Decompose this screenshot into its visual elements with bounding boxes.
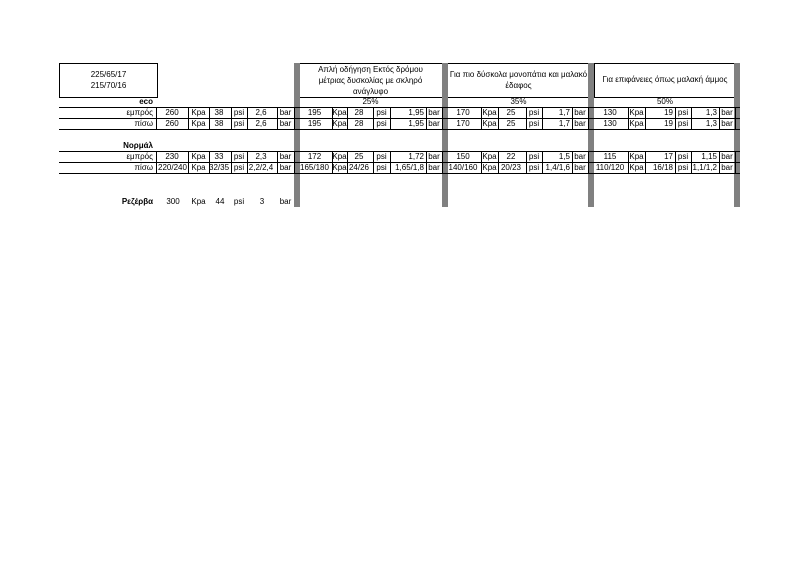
- unit-cell: Kpa: [629, 163, 644, 172]
- unit-cell: psi: [233, 119, 245, 128]
- unit-cell: bar: [428, 163, 440, 172]
- value-cell: 1,95: [408, 108, 424, 117]
- group4-percent: 50%: [656, 97, 673, 106]
- value-cell: 172: [307, 152, 322, 161]
- unit-cell: Kpa: [332, 152, 347, 161]
- unit-cell: bar: [279, 119, 292, 128]
- value-cell: 19: [664, 119, 673, 128]
- separator-bar: [734, 63, 740, 207]
- separator-bar: [442, 63, 448, 207]
- grid-line: [59, 129, 740, 130]
- unit-cell: psi: [677, 163, 689, 172]
- row-label: εμπρός: [126, 152, 153, 161]
- unit-cell: Kpa: [629, 108, 644, 117]
- unit-cell: Kpa: [191, 163, 206, 172]
- separator-bar: [294, 63, 300, 207]
- value-cell: 260: [165, 119, 179, 128]
- value-cell: 1,3: [705, 119, 717, 128]
- group4-title: Για επιφάνειες όπως μαλακή άμμος: [602, 75, 728, 84]
- unit-cell: Kpa: [482, 119, 497, 128]
- grid-line: [442, 107, 443, 118]
- value-cell: 20/23: [500, 163, 522, 172]
- value-cell: 110/120: [595, 163, 625, 172]
- value-cell: 28: [354, 108, 364, 117]
- value-cell: 24/26: [348, 163, 370, 172]
- value-cell: 165/180: [300, 163, 329, 172]
- unit-cell: psi: [376, 108, 387, 117]
- unit-cell: Kpa: [191, 152, 206, 161]
- unit-cell: bar: [428, 119, 440, 128]
- normal-section-title: Νορμάλ: [123, 141, 153, 150]
- grid-line: [294, 151, 295, 162]
- grid-line: [442, 151, 443, 162]
- value-cell: 19: [664, 108, 673, 117]
- grid-line: [588, 107, 589, 118]
- unit-cell: Kpa: [482, 163, 497, 172]
- value-cell: 2,3: [255, 152, 267, 161]
- row-label: εμπρός: [126, 108, 153, 117]
- unit-cell: bar: [721, 108, 733, 117]
- value-cell: 1,5: [558, 152, 570, 161]
- unit-cell: Kpa: [332, 108, 347, 117]
- reserve-kpa: 300: [166, 197, 180, 206]
- unit-cell: psi: [677, 119, 689, 128]
- value-cell: 230: [165, 152, 179, 161]
- value-cell: 1,7: [558, 108, 570, 117]
- grid-line: [588, 151, 589, 162]
- reserve-label: Ρεζέρβα: [121, 197, 153, 206]
- unit-cell: psi: [677, 152, 689, 161]
- value-cell: 130: [603, 119, 617, 128]
- unit-cell: Kpa: [482, 108, 497, 117]
- value-cell: 38: [214, 119, 224, 128]
- tire-size-2: 215/70/16: [90, 81, 127, 90]
- unit-cell: Kpa: [332, 163, 347, 172]
- grid-line: [588, 162, 589, 173]
- grid-line: [735, 151, 736, 162]
- unit-cell: bar: [279, 108, 292, 117]
- grid-line: [442, 118, 443, 129]
- unit-cell: bar: [574, 119, 586, 128]
- reserve-kpa-unit: Kpa: [191, 197, 206, 206]
- grid-line: [59, 173, 740, 174]
- reserve-psi-unit: psi: [233, 197, 245, 206]
- unit-cell: bar: [428, 152, 440, 161]
- value-cell: 1,1/1,2: [692, 163, 717, 172]
- reserve-psi: 44: [215, 197, 225, 206]
- grid-line: [735, 107, 736, 118]
- value-cell: 32/35: [209, 163, 230, 172]
- separator-bar: [588, 63, 594, 207]
- value-cell: 1,95: [408, 119, 424, 128]
- group2-percent: 25%: [362, 97, 379, 106]
- value-cell: 195: [307, 108, 322, 117]
- unit-cell: Kpa: [629, 152, 644, 161]
- unit-cell: psi: [528, 152, 540, 161]
- value-cell: 1,65/1,8: [395, 163, 424, 172]
- value-cell: 1,15: [701, 152, 717, 161]
- tire-size-1: 225/65/17: [90, 70, 127, 79]
- value-cell: 17: [664, 152, 673, 161]
- unit-cell: psi: [528, 163, 540, 172]
- unit-cell: psi: [528, 119, 540, 128]
- value-cell: 260: [165, 108, 179, 117]
- unit-cell: bar: [574, 152, 586, 161]
- group2-title: Απλή οδήγηση Εκτός δρόμου μέτριας δυσκολίας με σκληρό ανάγλυφο: [318, 65, 423, 96]
- value-cell: 1,4/1,6: [545, 163, 570, 172]
- unit-cell: bar: [574, 108, 586, 117]
- row-label: πίσω: [134, 119, 153, 128]
- grid-line: [588, 118, 589, 129]
- value-cell: 220/240: [158, 163, 187, 172]
- value-cell: 25: [506, 108, 516, 117]
- value-cell: 33: [214, 152, 224, 161]
- grid-line: [294, 118, 295, 129]
- group3-title: Για πιο δύσκολα μονοπάτια και μαλακό έδαφος: [449, 70, 588, 90]
- unit-cell: bar: [428, 108, 440, 117]
- unit-cell: Kpa: [629, 119, 644, 128]
- value-cell: 170: [456, 119, 470, 128]
- value-cell: 16/18: [652, 163, 673, 172]
- value-cell: 28: [354, 119, 364, 128]
- unit-cell: bar: [721, 163, 733, 172]
- value-cell: 150: [456, 152, 470, 161]
- value-cell: 170: [456, 108, 470, 117]
- unit-cell: Kpa: [482, 152, 497, 161]
- unit-cell: bar: [279, 152, 292, 161]
- value-cell: 25: [506, 119, 516, 128]
- value-cell: 1,7: [558, 119, 570, 128]
- unit-cell: psi: [677, 108, 689, 117]
- grid-line: [294, 107, 295, 118]
- value-cell: 1,3: [705, 108, 717, 117]
- group3-percent: 35%: [510, 97, 527, 106]
- grid-line: [735, 162, 736, 173]
- reserve-bar: 3: [259, 197, 265, 206]
- unit-cell: bar: [721, 119, 733, 128]
- unit-cell: psi: [233, 108, 245, 117]
- row-label: πίσω: [134, 163, 153, 172]
- unit-cell: psi: [376, 152, 387, 161]
- value-cell: 115: [603, 152, 617, 161]
- unit-cell: Kpa: [191, 119, 206, 128]
- value-cell: 22: [506, 152, 516, 161]
- unit-cell: bar: [574, 163, 586, 172]
- unit-cell: Kpa: [191, 108, 206, 117]
- value-cell: 130: [603, 108, 617, 117]
- unit-cell: psi: [376, 163, 387, 172]
- grid-line: [735, 118, 736, 129]
- eco-section-title: eco: [139, 97, 153, 106]
- value-cell: 2,6: [255, 108, 267, 117]
- unit-cell: psi: [233, 163, 245, 172]
- reserve-bar-unit: bar: [279, 197, 292, 206]
- unit-cell: psi: [528, 108, 540, 117]
- value-cell: 2,2/2,4: [248, 163, 274, 172]
- value-cell: 140/160: [448, 163, 478, 172]
- value-cell: 25: [354, 152, 364, 161]
- unit-cell: Kpa: [332, 119, 347, 128]
- unit-cell: psi: [376, 119, 387, 128]
- value-cell: 2,6: [255, 119, 267, 128]
- value-cell: 38: [214, 108, 224, 117]
- unit-cell: bar: [279, 163, 292, 172]
- value-cell: 1,72: [408, 152, 424, 161]
- unit-cell: psi: [233, 152, 245, 161]
- unit-cell: bar: [721, 152, 733, 161]
- grid-line: [294, 162, 295, 173]
- grid-line: [442, 162, 443, 173]
- value-cell: 195: [307, 119, 322, 128]
